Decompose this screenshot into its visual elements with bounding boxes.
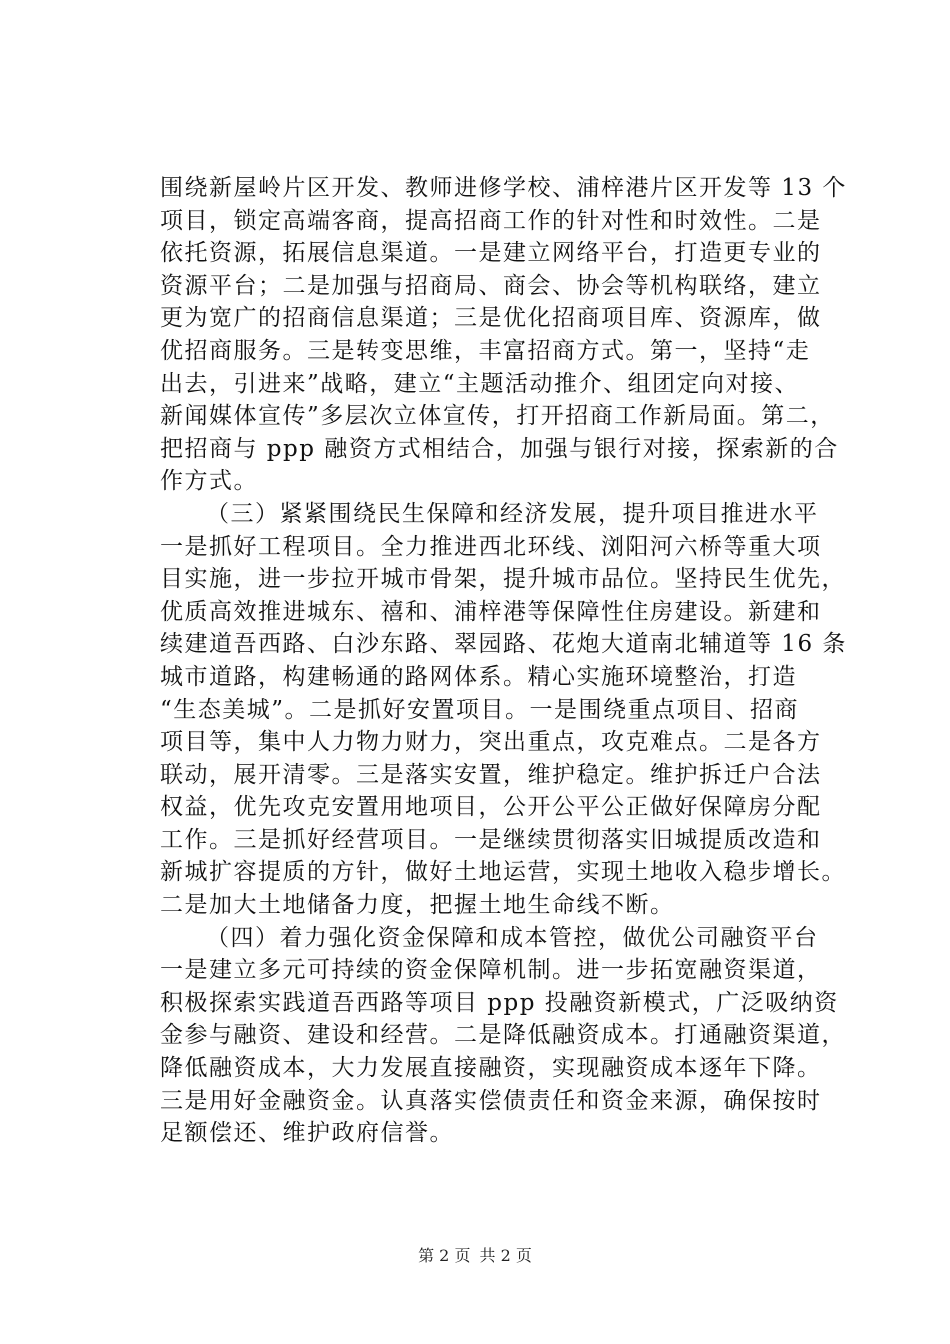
section-heading: （四）着力强化资金保障和成本管控，做优公司融资平台 xyxy=(206,924,819,951)
text-line: 足额偿还、维护政府信誉。 xyxy=(160,1120,454,1147)
text-line: 项目，锁定高端客商，提高招商工作的针对性和时效性。二是 xyxy=(160,207,822,234)
text-line: 资源平台；二是加强与招商局、商会、协会等机构联络，建立 xyxy=(160,272,822,299)
text-line: 三是用好金融资金。认真落实偿债责任和资金来源，确保按时 xyxy=(160,1087,822,1114)
text-line: 优招商服务。三是转变思维，丰富招商方式。第一，坚持“走 xyxy=(160,337,811,364)
text-line: 续建道吾西路、白沙东路、翠园路、花炮大道南北辅道等 16 条 xyxy=(160,631,847,658)
body-text xyxy=(160,172,860,1150)
text-line: 金参与融资、建设和经营。二是降低融资成本。打通融资渠道， xyxy=(160,1022,846,1049)
text-line: 出去，引进来”战略，建立“主题活动推介、组团定向对接、 xyxy=(160,370,800,397)
text-line: 城市道路，构建畅通的路网体系。精心实施环境整治，打造 xyxy=(160,663,797,690)
text-line: 优质高效推进城东、禧和、浦梓港等保障性住房建设。新建和 xyxy=(160,598,822,625)
text-line: 降低融资成本，大力发展直接融资，实现融资成本逐年下降。 xyxy=(160,1055,822,1082)
text-line: 更为宽广的招商信息渠道；三是优化招商项目库、资源库，做 xyxy=(160,305,822,332)
text-line: 新闻媒体宣传”多层次立体宣传，打开招商工作新局面。第二， xyxy=(160,403,835,430)
text-line: 工作。三是抓好经营项目。一是继续贯彻落实旧城提质改造和 xyxy=(160,826,822,853)
text-line: 一是抓好工程项目。全力推进西北环线、浏阳河六桥等重大项 xyxy=(160,533,822,560)
page-total: 共 2 页 xyxy=(479,1246,532,1265)
text-line: 一是建立多元可持续的资金保障机制。进一步拓宽融资渠道， xyxy=(160,957,822,984)
text-line: 依托资源，拓展信息渠道。一是建立网络平台，打造更专业的 xyxy=(160,240,822,267)
text-line: 新城扩容提质的方针，做好土地运营，实现土地收入稳步增长。 xyxy=(160,859,846,886)
page-footer xyxy=(0,1243,950,1266)
page-number: 第 2 页 xyxy=(418,1246,471,1265)
text-line: 积极探索实践道吾西路等项目 ppp 投融资新模式，广泛吸纳资 xyxy=(160,989,839,1016)
text-line: 把招商与 ppp 融资方式相结合，加强与银行对接，探索新的合 xyxy=(160,435,839,462)
text-line: 项目等，集中人力物力财力，突出重点，攻克难点。二是各方 xyxy=(160,729,822,756)
text-line: 围绕新屋岭片区开发、教师进修学校、浦梓港片区开发等 13 个 xyxy=(160,175,847,201)
section-heading: （三）紧紧围绕民生保障和经济发展，提升项目推进水平 xyxy=(206,500,819,527)
text-line: 联动，展开清零。三是落实安置，维护稳定。维护拆迁户合法 xyxy=(160,761,822,788)
text-line: 作方式。 xyxy=(160,468,258,495)
text-line: “生态美城”。二是抓好安置项目。一是围绕重点项目、招商 xyxy=(160,696,800,723)
text-line: 二是加大土地储备力度，把握土地生命线不断。 xyxy=(160,892,675,919)
text-line: 权益，优先攻克安置用地项目，公开公平公正做好保障房分配 xyxy=(160,794,822,821)
text-line: 目实施，进一步拉开城市骨架，提升城市品位。坚持民生优先， xyxy=(160,566,846,593)
